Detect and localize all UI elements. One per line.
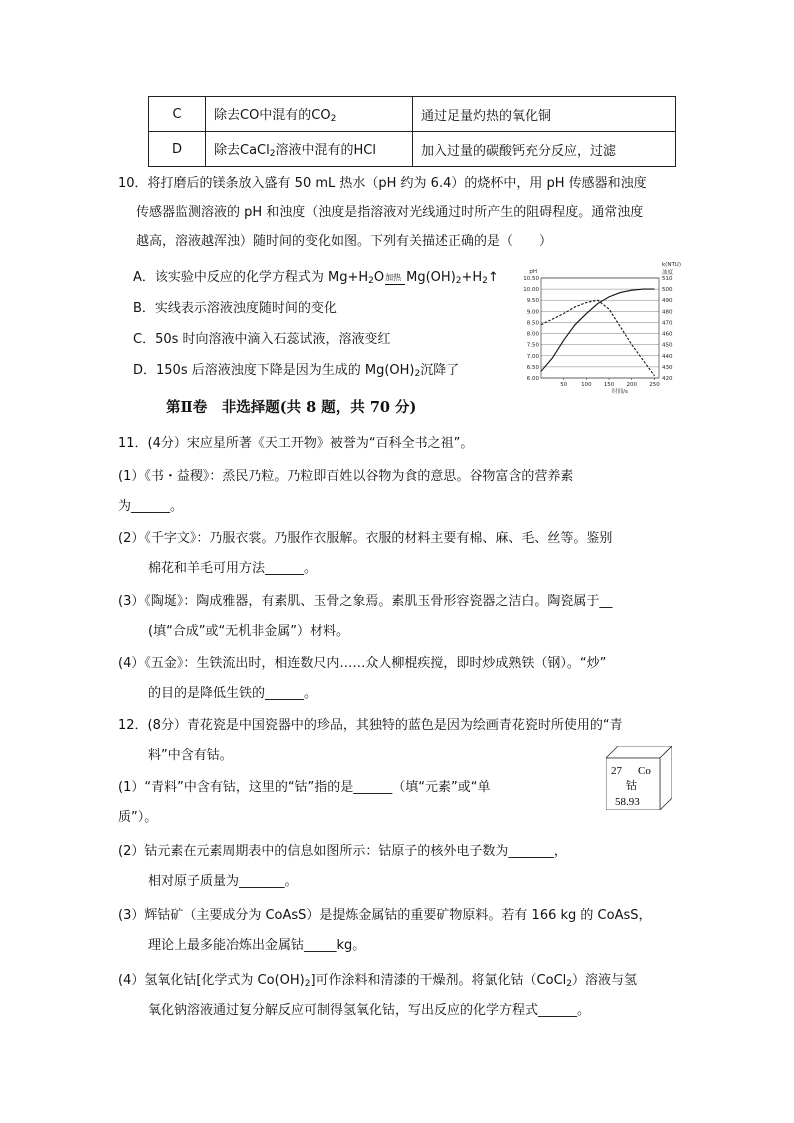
x-tick-label: 50 <box>560 382 568 388</box>
q11-part2-line2: 棉花和羊毛可用方法______。 <box>148 561 318 576</box>
q10-line3: 越高，溶液越浑浊）随时间的变化如图。下列有关描述正确的是（ ） <box>136 234 553 249</box>
element-name: 钴 <box>626 779 637 792</box>
y-right-tick-label: 500 <box>662 287 673 294</box>
y-right-tick-label: 430 <box>662 364 673 371</box>
y-left-axis-label: pH <box>529 269 537 275</box>
option-purpose: 除去CaCl$_2$溶液中混有的HCl <box>206 132 413 167</box>
option-key: C <box>149 97 206 132</box>
y-left-tick-label: 8.00 <box>526 331 539 338</box>
y-right-tick-label: 440 <box>662 353 673 360</box>
ph-turbidity-chart <box>517 256 697 398</box>
y-left-tick-label: 10.00 <box>523 287 539 294</box>
q12-part1-line1: (1）“青料”中含有钴，这里的“钴”指的是______（填“元素”或“单 <box>118 780 491 795</box>
q11-part4-line2: 的目的是降低生铁的______。 <box>148 686 318 701</box>
q10-option-b: B．实线表示溶液浊度随时间的变化 <box>133 301 337 316</box>
element-number: 27 <box>611 765 622 777</box>
table-row <box>149 97 676 132</box>
element-mass: 58.93 <box>615 796 640 808</box>
x-tick-label: 100 <box>581 382 592 388</box>
q12-part4-line1: (4）氢氧化钴[化学式为 $Co(OH)_2$]可作涂料和清漆的干燥剂。将氯化钴（CoCl$_2$）溶液与氢 <box>118 973 638 989</box>
table-row <box>149 132 676 167</box>
q11-stem: 11．(4分）宋应星所著《天工开物》被誉为“百科全书之祖”。 <box>118 436 474 451</box>
element-symbol: Co <box>638 765 651 777</box>
q12-part1-line2: 质”）。 <box>118 810 158 825</box>
q12-stem-line1: 12．(8分）青花瓷是中国瓷器中的珍品，其独特的蓝色是因为绘画青花瓷时所使用的“青 <box>118 718 623 733</box>
y-right-tick-label: 470 <box>662 320 673 327</box>
plot-frame <box>541 278 659 378</box>
q11-part4-line1: (4）《五金》：生铁流出时，相连数尺内……众人柳棍疾搅，即时炒成熟铁（钢）。“炒” <box>118 656 607 671</box>
q10-option-a: A．该实验中反应的化学方程式为 $Mg+H_2O$ 加热 $Mg(OH)_2+H_2↑$ <box>133 270 499 286</box>
y-right-axis-label: 浊度 <box>662 270 674 276</box>
q10-option-c: C．50s 时向溶液中滴入石蕊试液，溶液变红 <box>133 332 391 347</box>
y-left-tick-label: 7.00 <box>526 353 539 360</box>
options-table <box>148 96 676 167</box>
q10-option-d: D．150s 后溶液浊度下降是因为生成的 $Mg(OH)_2$沉降了 <box>133 363 460 379</box>
cobalt-element-card <box>606 746 672 810</box>
q12-part4-line2: 氧化钠溶液通过复分解反应可制得氢氧化钴，写出反应的化学方程式______。 <box>148 1003 591 1018</box>
y-left-tick-label: 6.50 <box>526 364 539 371</box>
q11-part3-line2: (填“合成”或“无机非金属”）材料。 <box>148 624 350 639</box>
y-right-tick-label: 480 <box>662 309 673 316</box>
y-left-tick-label: 6.00 <box>526 376 539 382</box>
q10-line1: 10．将打磨后的镁条放入盛有 50 mL 热水（pH 约为 6.4）的烧杯中，用 pH 传感器和浊度 <box>118 176 647 191</box>
option-key: D <box>149 132 206 167</box>
q11-part3-line1: (3）《陶埏》：陶成雅器，有素肌、玉骨之象焉。素肌玉骨形容瓷器之洁白。陶瓷属于__ <box>118 594 613 609</box>
x-tick-label: 200 <box>626 382 638 388</box>
option-method: 通过足量灼热的氧化铜 <box>413 97 676 132</box>
x-axis-label: 时间/s <box>612 389 628 395</box>
y-right-tick-label: 460 <box>662 331 673 338</box>
ph-series-line <box>541 289 654 371</box>
q12-part3-line2: 理论上最多能冶炼出金属钴_____kg。 <box>148 938 366 953</box>
q10-line2: 传感器监测溶液的 pH 和浊度（浊度是指溶液对光线通过时所产生的阻碍程度。通常浊度 <box>136 205 644 220</box>
q12-part2-line2: 相对原子质量为_______。 <box>148 874 298 889</box>
q11-part2-line1: (2）《千字文》：乃服衣裳。乃服作衣服解。衣服的材料主要有棉、麻、毛、丝等。鉴别 <box>118 531 613 546</box>
x-tick-label: 250 <box>649 382 660 388</box>
y-right-tick-label: 420 <box>662 376 673 382</box>
section-title: 第Ⅱ卷 非选择题(共 8 题，共 70 分) <box>166 399 417 416</box>
q11-part1-line2: 为______。 <box>118 499 184 514</box>
y-right-tick-label: 510 <box>662 276 673 282</box>
y-left-tick-label: 8.50 <box>526 320 539 327</box>
q12-part2-line1: (2）钴元素在元素周期表中的信息如图所示：钴原子的核外电子数为_______， <box>118 844 567 859</box>
q12-part3-line1: (3）辉钴矿（主要成分为 CoAsS）是提炼金属钴的重要矿物原料。若有 166 kg 的 CoAsS， <box>118 908 652 923</box>
option-method: 加入过量的碳酸钙充分反应，过滤 <box>413 132 676 167</box>
x-tick-label: 150 <box>603 382 615 388</box>
y-left-tick-label: 10.50 <box>523 276 539 282</box>
y-left-tick-label: 7.50 <box>526 342 539 349</box>
y-right-tick-label: 450 <box>662 342 673 349</box>
option-purpose: 除去CO中混有的$CO_2$ <box>206 97 413 132</box>
q11-part1-line1: (1）《书・益稷》：烝民乃粒。乃粒即百姓以谷物为食的意思。谷物富含的营养素 <box>118 469 574 484</box>
y-right-unit-label: k(NTU) <box>662 262 681 268</box>
y-right-tick-label: 490 <box>662 298 673 305</box>
q12-stem-line2: 料”中含有钴。 <box>148 748 233 763</box>
y-left-tick-label: 9.50 <box>526 298 539 305</box>
turbidity-series-line <box>541 300 654 376</box>
y-left-tick-label: 9.00 <box>526 309 539 316</box>
